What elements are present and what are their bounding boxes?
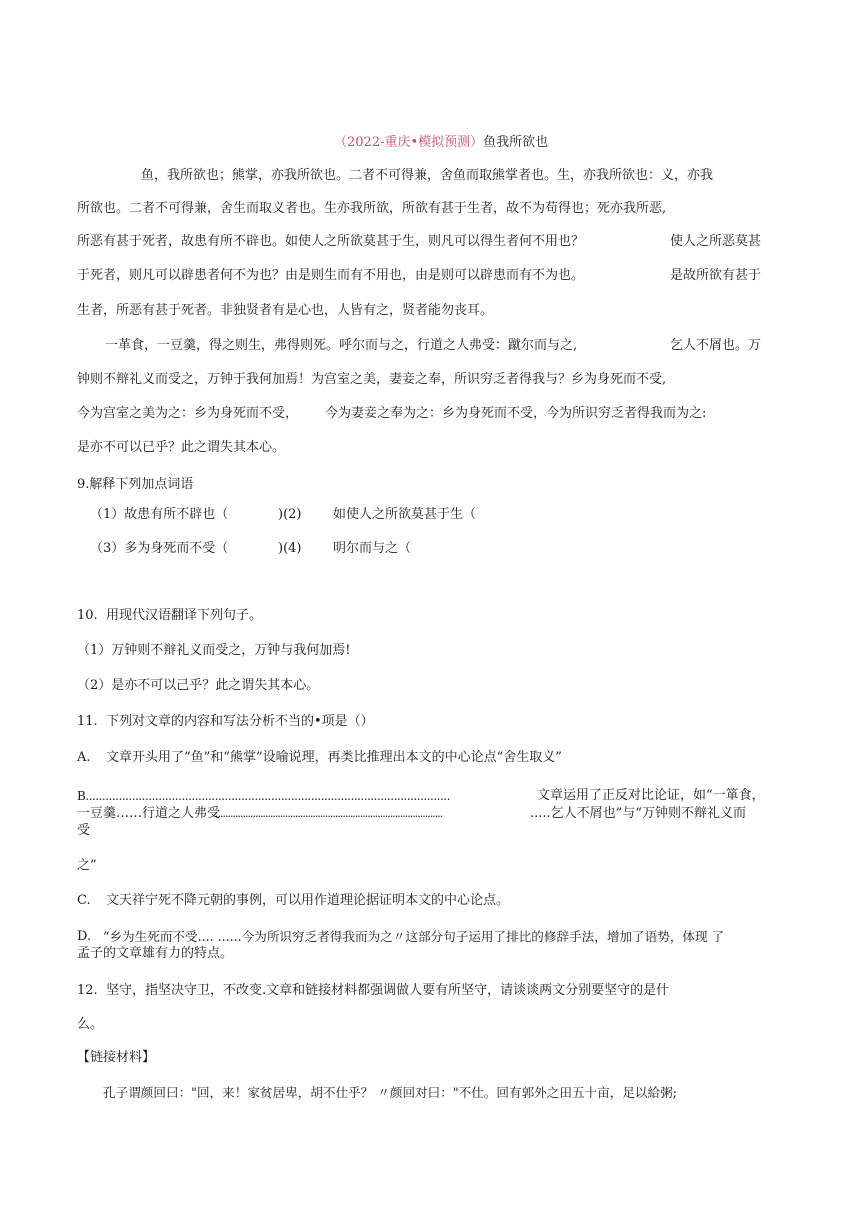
- passage-line: 一革食，一豆羹，得之则生，弗得则死。呼尔而与之，行道之人弗受：蹴尔而与之,: [105, 338, 578, 353]
- q12-number: 12.: [77, 983, 98, 998]
- q11-option-b-line3: 受: [77, 823, 91, 838]
- q9-item-1: （1）故患有所不辟也（: [90, 507, 229, 522]
- q9-stem: 9.解释下列加点词语: [77, 477, 194, 492]
- q11-option-b-text: 文章运用了正反对比论证，如“一箪食，: [537, 788, 765, 803]
- link-material-heading: 【链接材料】: [77, 1050, 156, 1065]
- q11-option-b-line2-text: .....乞人不屑也”与“万钟则不辩礼义而: [530, 806, 746, 821]
- passage-line: 钟则不辩礼义而受之，万钟于我何加焉！为宫室之美，妻妾之奉，所识穷乏者得我与？乡为身死而不受,: [77, 372, 667, 387]
- q11-option-b-leader: B..............................................................................................................: [77, 789, 450, 803]
- passage-line: 是故所欲有甚于: [670, 268, 762, 283]
- q11-option-c-label: C.: [77, 893, 91, 908]
- passage-line: 今为宫室之美为之：乡为身死而不受，: [77, 406, 299, 421]
- passage-title: [334, 134, 548, 152]
- passage-line: 于死者，则凡可以辟患者何不为也？由是则生而有不用也，由是则可以辟患而有不为也。: [77, 268, 585, 283]
- q11-number: 11.: [77, 714, 98, 729]
- passage-line: 所欲也。二者不可得兼，舍生而取义者也。生亦我所欲，所欲有甚于生者，故不为苟得也；死亦我所恶,: [77, 201, 667, 216]
- q9-item-3: （3）多为身死而不受（: [90, 541, 229, 556]
- q10-sentence-1: （1）万钟则不辩礼义而受之，万钟与我何加焉!: [77, 643, 351, 658]
- q11-option-a-text: 文章开头用了“鱼”和“熊掌”设喻说理，再类比推理出本文的中心论点“舍生取义”: [106, 750, 562, 765]
- passage-line: 生者，所恶有甚于死者。非独贤者有是心也，人皆有之，贤者能勿丧耳。: [77, 303, 494, 318]
- q11-option-d-label: D.: [77, 929, 92, 944]
- link-material-line: 孔子谓颜回曰："回，来！家贫居卑，胡不仕乎？ 〃颜回对曰："不仕。回有郭外之田五十亩，足以給粥;: [103, 1085, 677, 1100]
- passage-line: 使人之所恶莫甚: [670, 234, 762, 249]
- passage-line: 乞人不屑也。万: [670, 338, 762, 353]
- passage-line: 今为妻妾之奉为之：乡为身死而不受，今为所识穷乏者得我而为之:: [325, 406, 707, 421]
- q11-option-d-line2: 孟子的文章雄有力的特点。: [77, 946, 234, 961]
- q11-option-d-line1: “乡为生死而不受.... ......今为所识穷乏者得我而为之〃这部分句子运用了排比的修辞手法，增加了语势，体现 了: [103, 929, 725, 944]
- q10-number: 10.: [77, 608, 98, 623]
- passage-line: 所恶有甚于死者，故患有所不辟也。如使人之所欲莫甚于生，则凡可以得生者何不用也？: [77, 234, 585, 249]
- q11-option-c-text: 文天祥宁死不降元朝的事例，可以用作道理论据证明本文的中心论点。: [106, 893, 510, 908]
- q10-stem: 用现代汉语翻译下列句子。: [106, 608, 263, 623]
- q11-stem: 下列对文章的内容和写法分析不当的•项是（）: [106, 714, 374, 729]
- q11-option-b-line2-leader: ...........................................................................................: [215, 807, 443, 820]
- q9-item-4: 明尔而与之（: [333, 541, 412, 556]
- passage-line: 是亦不可以已乎？此之谓失其本心。: [77, 440, 286, 455]
- q12-stem-line2: 么。: [77, 1017, 104, 1032]
- q9-item-4-number: )(4): [278, 541, 302, 556]
- q11-option-b-line4: 之”: [77, 858, 97, 873]
- q9-item-2-number: )(2): [278, 507, 302, 522]
- title-source: （2022-重庆•模拟预测）: [334, 135, 484, 150]
- q12-stem-line1: 坚守，指坚决守卫，不改变.文章和链接材料都强调做人要有所坚守，请谈谈两文分别要坚守的是什: [106, 983, 670, 998]
- title-main: 鱼我所欲也: [483, 135, 549, 150]
- q11-option-b-line2-start: 一豆羹……行道之人弗受: [77, 806, 221, 821]
- q10-sentence-2: （2）是亦不可以己乎？此之谓失其本心。: [77, 678, 320, 693]
- passage-line: 鱼，我所欲也；熊掌，亦我所欲也。二者不可得兼，舍鱼而取熊掌者也。生，亦我所欲也：义，亦我: [141, 168, 714, 183]
- q11-option-a-label: A.: [77, 750, 91, 765]
- q9-item-2: 如使人之所欲莫甚于生（: [333, 507, 477, 522]
